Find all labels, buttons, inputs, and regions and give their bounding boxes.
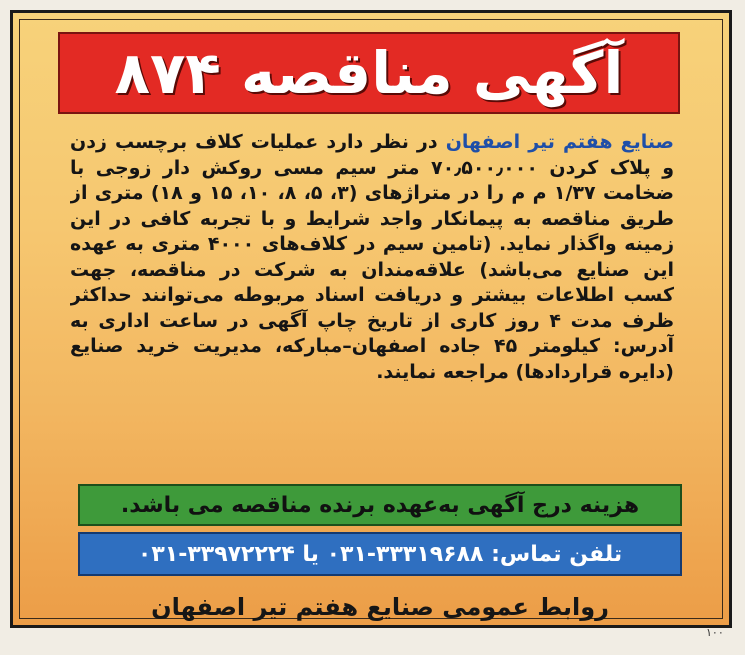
notice-body <box>70 130 674 474</box>
title-banner <box>58 32 680 114</box>
phone-line: تلفن تماس: ۳۳۳۱۹۶۸۸-۰۳۱ یا ۳۳۹۷۲۲۲۴-۰۳۱ <box>137 541 623 567</box>
company-name: صنایع هفتم تیر اصفهان <box>445 131 674 153</box>
phone-banner <box>78 532 682 576</box>
cost-note: هزینه درج آگهی به‌عهده برنده مناقصه می باشد. <box>120 492 640 518</box>
public-relations-footer: روابط عمومی صنایع هفتم تیر اصفهان <box>151 593 609 621</box>
notice-title: آگهی مناقصه ۸۷۴ <box>114 39 624 107</box>
cost-note-banner <box>78 484 682 526</box>
notice-description: در نظر دارد عملیات کلاف برچسب زدن و پلاک کردن ۷۰٫۵۰۰٫۰۰۰ متر سیم مسی روکش دار زوجی با ضخامت ۱/۳۷ م م را در متراژهای (۳، ۵، ۸، ۱۰، ۱۵ و ۱۸) متری از طریق مناقصه به پیمانکار واجد شرایط و با تجربه کافی در این زمینه واگذار نماید. (تامین سیم در کلاف‌های ۴۰۰۰ متری به عهده این صنایع می‌باشد) علاقه‌مندان به شرکت در مناقصه، جهت کسب اطلاعات بیشتر و دریافت اسناد مربوطه می‌توانند حداکثر ظرف مدت ۴ روز کاری از تاریخ چاپ آگهی در ساعت اداری به آدرس: کیلومتر ۴۵ جاده اصفهان–مبارکه، مدیریت خرید صنایع (دایره قراردادها) مراجعه نمایند. <box>70 131 674 383</box>
page-number: ۱۰۰ <box>706 626 724 639</box>
